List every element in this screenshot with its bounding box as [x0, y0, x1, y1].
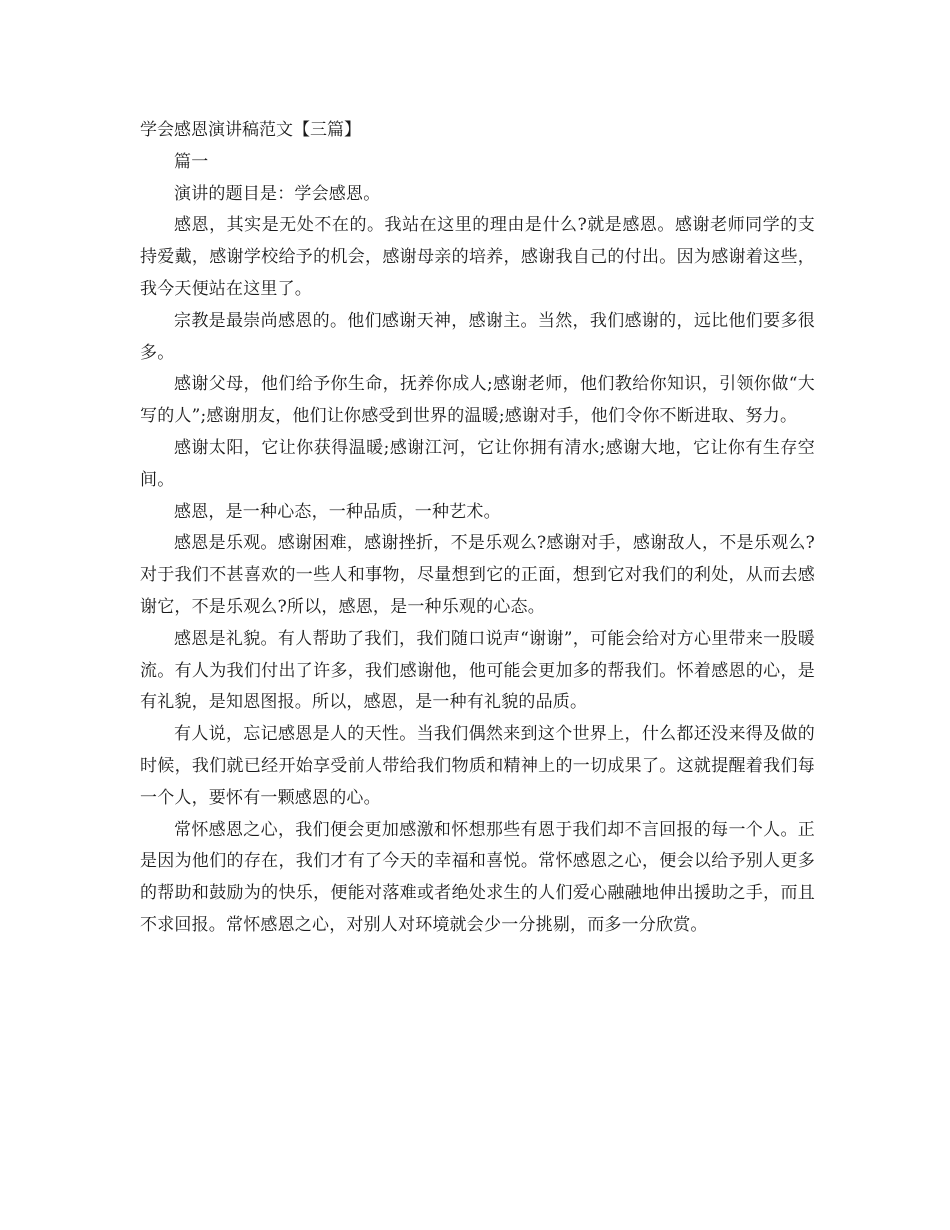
paragraph: 感恩是乐观。感谢困难，感谢挫折，不是乐观么?感谢对手，感谢敌人，不是乐观么?对于我们不甚喜欢的一些人和事物，尽量想到它的正面，想到它对我们的利处，从而去感谢它，不是乐观么?所以，感恩，是一种乐观的心态。	[140, 533, 815, 617]
paragraph: 感谢太阳，它让你获得温暖;感谢江河，它让你拥有清水;感谢大地，它让你有生存空间。	[140, 437, 815, 490]
document-page	[140, 115, 815, 942]
speech-topic: 演讲的题目是：学会感恩。	[174, 183, 381, 204]
section-heading: 篇一	[174, 151, 209, 172]
document-title: 学会感恩演讲稿范文【三篇】	[140, 120, 361, 140]
paragraph: 感恩，其实是无处不在的。我站在这里的理由是什么?就是感恩。感谢老师同学的支持爱戴，感谢学校给予的机会，感谢母亲的培养，感谢我自己的付出。因为感谢着这些，我今天便站在这里了。	[140, 215, 815, 299]
paragraph: 感恩是礼貌。有人帮助了我们，我们随口说声“谢谢”，可能会给对方心里带来一股暖流。有人为我们付出了许多，我们感谢他，他可能会更加多的帮我们。怀着感恩的心，是有礼貌，是知恩图报。所以，感恩，是一种有礼貌的品质。	[140, 628, 815, 713]
paragraph: 感恩，是一种心态，一种品质，一种艺术。	[174, 501, 501, 522]
paragraph: 常怀感恩之心，我们便会更加感激和怀想那些有恩于我们却不言回报的每一个人。正是因为他们的存在，我们才有了今天的幸福和喜悦。常怀感恩之心，便会以给予别人更多的帮助和鼓励为的快乐，便能对落难或者绝处求生的人们爱心融融地伸出援助之手，而且不求回报。常怀感恩之心，对别人对环境就会少一分挑剔，而多一分欣赏。	[140, 819, 815, 935]
paragraph: 宗教是最崇尚感恩的。他们感谢天神，感谢主。当然，我们感谢的，远比他们要多很多。	[140, 310, 815, 363]
paragraph: 感谢父母，他们给予你生命，抚养你成人;感谢老师，他们教给你知识，引领你做“大写的人”;感谢朋友，他们让你感受到世界的温暖;感谢对手，他们令你不断进取、努力。	[140, 374, 815, 427]
paragraph: 有人说，忘记感恩是人的天性。当我们偶然来到这个世界上，什么都还没来得及做的时候，我们就已经开始享受前人带给我们物质和精神上的一切成果了。这就提醒着我们每一个人，要怀有一颗感恩的心。	[140, 724, 815, 808]
